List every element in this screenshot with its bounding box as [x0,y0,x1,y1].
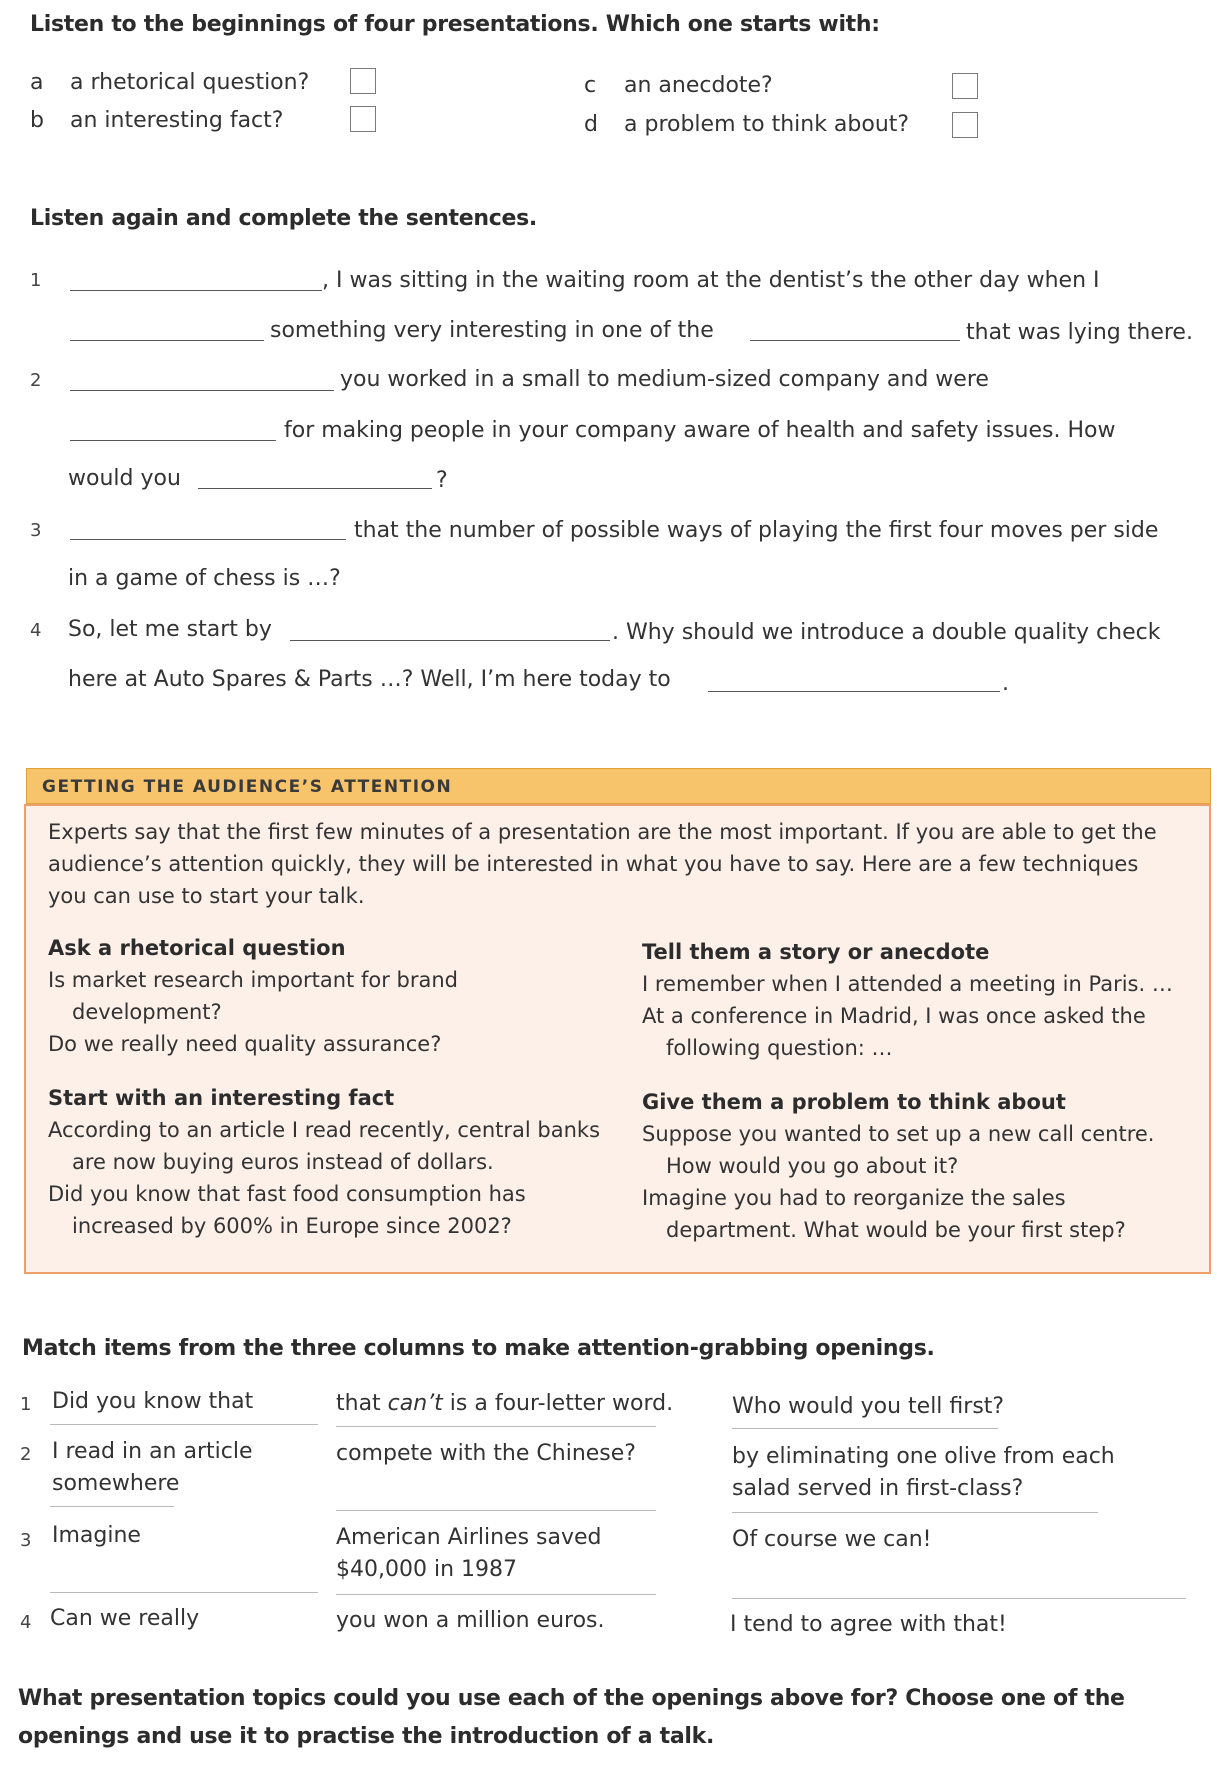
column2-item: you won a million euros. [336,1608,605,1633]
attention-box-title: GETTING THE AUDIENCE’S ATTENTION [42,777,453,797]
row-number: 4 [20,1612,32,1633]
sentence-text: . [1002,671,1009,696]
checkbox-a[interactable] [350,68,376,94]
divider [50,1592,318,1593]
technique-example: I remember when I attended a meeting in Paris. … [642,972,1173,996]
column2-item: that can’t is a four-letter word. [336,1391,674,1416]
sentence-text: in a game of chess is …? [68,566,341,591]
column2-item: $40,000 in 1987 [336,1557,518,1582]
technique-heading: Ask a rhetorical question [48,936,346,960]
item-number: 1 [30,270,42,291]
sentence-text: for making people in your company aware of health and safety issues. How [284,418,1116,443]
technique-example: Suppose you wanted to set up a new call centre. [642,1122,1155,1146]
divider [50,1424,318,1425]
exercise4-line: What presentation topics could you use each of the openings above for? Choose one of the [18,1686,1125,1711]
answer-blank[interactable] [70,420,276,441]
technique-example: following question: … [666,1036,893,1060]
divider [732,1598,1186,1599]
answer-blank[interactable] [750,320,960,341]
option-letter-c: c [584,73,597,98]
option-letter-b: b [30,108,44,133]
answer-blank[interactable] [70,370,334,391]
sentence-text: you worked in a small to medium-sized company and were [340,367,989,392]
checkbox-c[interactable] [952,73,978,99]
option-letter-a: a [30,70,44,95]
sentence-text: that was lying there. [966,320,1193,345]
checkbox-b[interactable] [350,106,376,132]
exercise3-heading: Match items from the three columns to make attention-grabbing openings. [22,1336,935,1361]
column3-item: I tend to agree with that! [730,1612,1007,1637]
technique-example: Is market research important for brand [48,968,458,992]
intro-line: you can use to start your talk. [48,884,365,908]
divider [732,1428,998,1429]
technique-example: How would you go about it? [666,1154,959,1178]
divider [732,1512,1098,1513]
exercise1-heading: Listen to the beginnings of four presentations. Which one starts with: [30,12,880,37]
technique-example: Do we really need quality assurance? [48,1032,442,1056]
exercise2-heading: Listen again and complete the sentences. [30,206,537,231]
answer-blank[interactable] [198,468,432,489]
exercise4-line: openings and use it to practise the introduction of a talk. [18,1724,715,1749]
sentence-text: that the number of possible ways of playing the first four moves per side [354,518,1159,543]
attention-box-banner [26,768,1211,804]
divider [336,1594,656,1595]
column3-item: Who would you tell first? [732,1394,1005,1419]
technique-example: According to an article I read recently, central banks [48,1118,601,1142]
answer-blank[interactable] [290,620,610,641]
option-text-a: a rhetorical question? [70,70,310,95]
option-text-c: an anecdote? [624,73,773,98]
sentence-text: . Why should we introduce a double quality check [612,620,1161,645]
answer-blank[interactable] [708,671,1000,692]
column2-item: compete with the Chinese? [336,1441,636,1466]
sentence-text: ? [436,468,448,493]
technique-example: At a conference in Madrid, I was once asked the [642,1004,1146,1028]
answer-blank[interactable] [70,270,322,291]
sentence-text: , I was sitting in the waiting room at the dentist’s the other day when I [322,268,1100,293]
option-text-d: a problem to think about? [624,112,910,137]
item-number: 4 [30,620,42,641]
technique-heading: Start with an interesting fact [48,1086,395,1110]
technique-example: Did you know that fast food consumption has [48,1182,526,1206]
column1-item: I read in an article [52,1439,253,1464]
technique-heading: Tell them a story or anecdote [642,940,990,964]
intro-line: Experts say that the first few minutes of a presentation are the most important. If you are able to get the [48,820,1157,844]
sentence-text: would you [68,466,181,491]
technique-example: department. What would be your first step? [666,1218,1126,1242]
row-number: 2 [20,1444,32,1465]
technique-heading: Give them a problem to think about [642,1090,1066,1114]
technique-example: increased by 600% in Europe since 2002? [72,1214,512,1238]
column3-item: by eliminating one olive from each [732,1444,1115,1469]
divider [336,1510,656,1511]
checkbox-d[interactable] [952,112,978,138]
answer-blank[interactable] [70,320,264,341]
technique-example: are now buying euros instead of dollars. [72,1150,494,1174]
intro-line: audience’s attention quickly, they will be interested in what you have to say. Here are a few techniques [48,852,1139,876]
item-number: 3 [30,520,42,541]
row-number: 1 [20,1394,32,1415]
option-letter-d: d [584,112,598,137]
divider [336,1426,656,1427]
column1-item: somewhere [52,1471,180,1496]
sentence-text: here at Auto Spares & Parts …? Well, I’m here today to [68,667,671,692]
column2-item: American Airlines saved [336,1525,602,1550]
item-number: 2 [30,370,42,391]
technique-example: development? [72,1000,222,1024]
sentence-text: something very interesting in one of the [270,318,714,343]
technique-example: Imagine you had to reorganize the sales [642,1186,1066,1210]
column3-item: Of course we can! [732,1527,932,1552]
column1-item: Imagine [52,1523,141,1548]
option-text-b: an interesting fact? [70,108,284,133]
answer-blank[interactable] [70,519,346,540]
divider [50,1506,174,1507]
attention-box-panel [24,804,1211,1274]
sentence-text: So, let me start by [68,617,272,642]
column1-item: Did you know that [52,1389,254,1414]
row-number: 3 [20,1530,32,1551]
column1-item: Can we really [50,1606,200,1631]
column3-item: salad served in first-class? [732,1476,1024,1501]
